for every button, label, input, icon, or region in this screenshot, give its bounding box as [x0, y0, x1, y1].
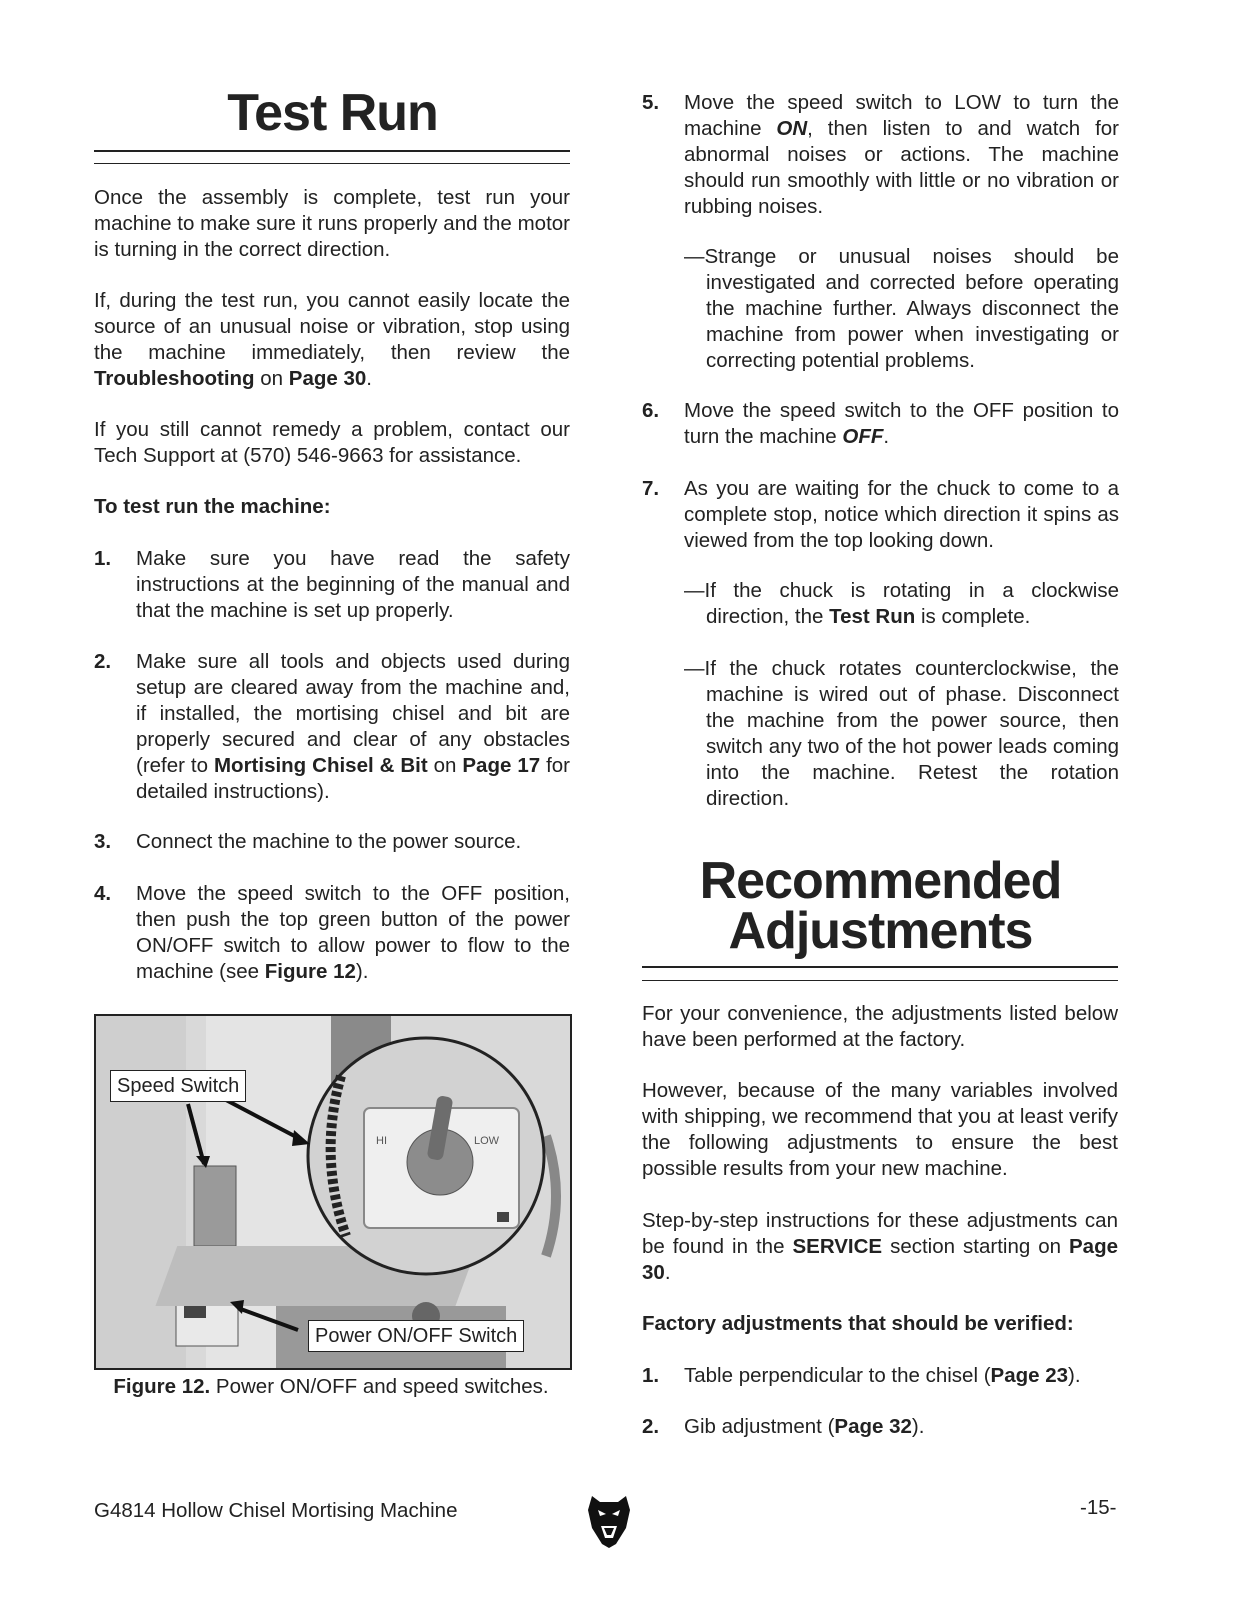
intro-paragraph: Once the assembly is complete, test run your machine to make sure it runs properly and the motor is turning in the correct direction.	[94, 186, 570, 261]
step-note: —Strange or unusual noises should be investigated and corrected before operating the machine further. Always disconnect the machine from power when investigating or correcting potential problems.	[684, 245, 1119, 372]
dial-label-low: LOW	[474, 1135, 500, 1147]
footer-manual-title: G4814 Hollow Chisel Mortising Machine	[94, 1499, 458, 1522]
step-number: 2.	[94, 650, 112, 673]
procedure-subheading: To test run the machine:	[94, 495, 331, 518]
troubleshooting-ref: Troubleshooting	[94, 367, 255, 390]
step-note: —If the chuck rotates counterclockwise, the machine is wired out of phase. Disconnect the machine from the power source, then switch any two of the hot power leads coming into the machine. Retest the rotation direction.	[684, 657, 1119, 810]
figure-caption: Figure 12. Power ON/OFF and speed switches.	[113, 1375, 549, 1398]
step-number: 6.	[642, 399, 660, 422]
step-note: —If the chuck is rotating in a clockwise direction, the Test Run is complete.	[684, 579, 1119, 628]
adjustments-paragraph: However, because of the many variables involved with shipping, we recommend that you at least verify the following adjustments to ensure the best possible results from your new machine.	[642, 1079, 1118, 1180]
step-text: Make sure you have read the safety instructions at the beginning of the manual and that the machine is set up properly.	[136, 547, 570, 622]
step-text: Make sure all tools and objects used during setup are cleared away from the machine and, if installed, the mortising chisel and bit are properly secured and clear of any obstacles (refer to Mortising Chisel & Bit on Page 17 for detailed instructions).	[136, 650, 570, 803]
step-text: Move the speed switch to the OFF position to turn the machine OFF.	[684, 399, 1119, 448]
factory-item-number: 2.	[642, 1415, 660, 1438]
page-ref: Page 30	[288, 367, 367, 390]
factory-subheading: Factory adjustments that should be verified:	[642, 1312, 1074, 1335]
factory-item-text: Table perpendicular to the chisel (Page 23).	[684, 1364, 1081, 1387]
section-title: Recommended Adjustments	[699, 852, 1062, 960]
step-number: 7.	[642, 477, 660, 500]
step-text: Move the speed switch to the OFF position, then push the top green button of the power ON/OFF switch to allow power to flow to the machine (see Figure 12).	[136, 882, 570, 983]
title-rule-bottom	[94, 163, 570, 164]
title-rule-top	[642, 966, 1118, 968]
step-text: Move the speed switch to LOW to turn the machine ON, then listen to and watch for abnormal noises or actions. The machine should run smoothly with little or no vibration or rubbing noises.	[684, 91, 1119, 218]
factory-item-number: 1.	[642, 1364, 660, 1387]
adjustments-intro: For your convenience, the adjustments listed below have been performed at the factory.	[642, 1002, 1118, 1051]
factory-item-text: Gib adjustment (Page 32).	[684, 1415, 925, 1438]
step-number: 4.	[94, 882, 112, 905]
step-number: 1.	[94, 547, 112, 570]
support-paragraph: If you still cannot remedy a problem, contact our Tech Support at (570) 546-9663 for assistance.	[94, 418, 570, 467]
troubleshooting-paragraph: If, during the test run, you cannot easily locate the source of an unusual noise or vibration, stop using the machine immediately, then review the Troubleshooting on Page 30.	[94, 289, 570, 390]
service-paragraph: Step-by-step instructions for these adjustments can be found in the SERVICE section starting on Page 30.	[642, 1209, 1118, 1284]
machine-photo-illustration	[96, 1016, 570, 1368]
switch-photo	[94, 1014, 572, 1370]
step-text: As you are waiting for the chuck to come to a complete stop, notice which direction it spins as viewed from the top looking down.	[684, 477, 1119, 552]
title-rule-bottom	[642, 980, 1118, 981]
bear-head-logo-icon	[586, 1492, 632, 1550]
page-number: -15-	[1080, 1496, 1117, 1519]
dial-label-hi: HI	[376, 1135, 387, 1147]
page-title: Test Run	[227, 84, 438, 142]
power-switch-callout: Power ON/OFF Switch	[308, 1320, 524, 1352]
step-number: 5.	[642, 91, 660, 114]
step-number: 3.	[94, 830, 112, 853]
title-rule-top	[94, 150, 570, 152]
step-text: Connect the machine to the power source.	[136, 830, 522, 853]
speed-switch-callout: Speed Switch	[110, 1070, 246, 1102]
